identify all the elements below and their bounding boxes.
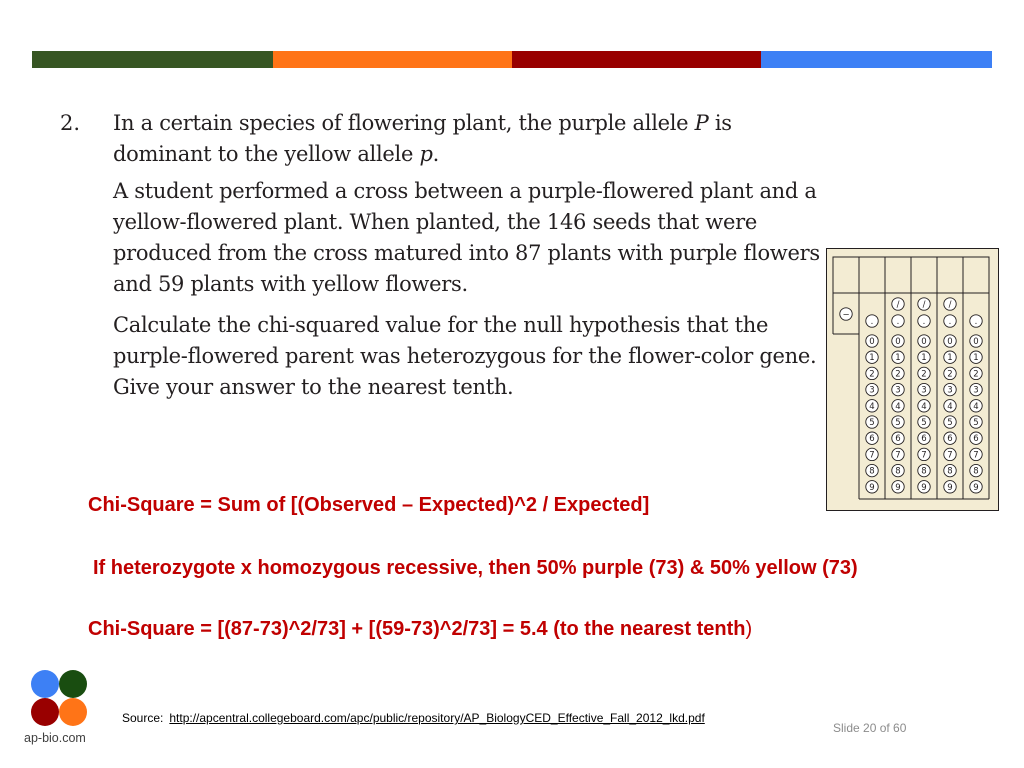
digit-bubble-label: 5 [947,418,953,428]
digit-bubble-label: 2 [921,369,927,380]
digit-bubble-label: 4 [921,401,927,412]
question-paragraph-2: A student performed a cross between a purple-flowered plant and a yellow-flowered plant. When planted, the 146 seeds that were produced from the cross matured into 87 plants with purple flowers and 59 plants with yellow flowers. [113,179,820,296]
bar-segment-red [512,51,761,68]
digit-bubble-label: 3 [947,385,953,396]
question-paragraph-1: In a certain species of flowering plant, the purple allele P is dominant to the yellow allele p. [113,111,732,166]
digit-bubble-label: 5 [869,418,875,428]
digit-bubble-label: 3 [869,385,875,396]
question-body [113,108,833,409]
digit-bubble-label: 9 [869,482,875,493]
digit-bubble-label: 8 [947,466,953,477]
source-citation [122,711,705,725]
decimal-bubble-label: . [974,317,978,327]
digit-bubble-label: 1 [973,353,979,364]
source-label: Source: [122,711,164,725]
digit-bubble-label: 7 [973,450,979,461]
slash-bubble-label: / [922,300,926,310]
logo-dot-green [59,670,87,698]
digit-bubble-label: 2 [973,369,979,380]
digit-bubble-label: 1 [895,353,901,364]
digit-bubble-label: 6 [895,434,901,445]
digit-bubble-label: 5 [973,418,979,428]
digit-bubble-label: 4 [895,401,901,412]
digit-bubble-label: 9 [973,482,979,493]
top-color-bar [32,51,992,68]
chi-square-formula: Chi-Square = Sum of [(Observed – Expected)^2 / Expected] [88,494,650,516]
digit-bubble-label: 8 [869,466,875,477]
digit-bubble-label: 4 [973,401,979,412]
answer-grid-drawing [827,249,997,509]
bar-segment-orange [273,51,512,68]
digit-bubble-label: 3 [973,385,979,396]
logo-dot-orange [59,698,87,726]
logo-text: ap-bio.com [24,731,86,745]
digit-bubble-label: 0 [921,337,927,347]
slide-number: Slide 20 of 60 [833,721,907,735]
digit-bubble-label: 5 [895,418,901,428]
digit-bubble-label: 9 [947,482,953,493]
logo-dot-blue [31,670,59,698]
digit-bubble-label: 0 [869,337,875,347]
slash-bubble-label: / [948,300,952,310]
decimal-bubble-label: . [896,317,900,327]
digit-bubble-label: 3 [895,385,901,396]
digit-bubble-label: 7 [895,450,901,461]
digit-bubble-label: 7 [947,450,953,461]
chi-square-calculation: Chi-Square = [(87-73)^2/73] + [(59-73)^2/73] = 5.4 (to the nearest tenth) [88,618,753,640]
digit-bubble-label: 6 [973,434,979,445]
logo-dot-red [31,698,59,726]
digit-bubble-label: 5 [921,418,927,428]
dominant-allele: P [694,111,709,135]
minus-bubble-label: − [842,310,850,320]
decimal-bubble-label: . [922,317,926,327]
bar-segment-green [32,51,273,68]
digit-bubble-label: 8 [921,466,927,477]
decimal-bubble-label: . [870,317,874,327]
digit-bubble-label: 2 [869,369,875,380]
digit-bubble-label: 7 [869,450,875,461]
digit-bubble-label: 0 [947,337,953,347]
digit-bubble-label: 6 [921,434,927,445]
slash-bubble-label: / [896,300,900,310]
question-paragraph-3: Calculate the chi-squared value for the null hypothesis that the purple-flowered parent was heterozygous for the flower-color gene. Give your answer to the nearest tenth. [113,313,817,399]
digit-bubble-label: 1 [947,353,953,364]
digit-bubble-label: 2 [947,369,953,380]
expected-values-statement: If heterozygote x homozygous recessive, then 50% purple (73) & 50% yellow (73) [93,557,858,579]
recessive-allele: p [419,142,433,166]
digit-bubble-label: 0 [895,337,901,347]
ap-bio-logo [28,670,90,728]
digit-bubble-label: 6 [947,434,953,445]
digit-bubble-label: 2 [895,369,901,380]
digit-bubble-label: 8 [895,466,901,477]
digit-bubble-label: 1 [921,353,927,364]
decimal-bubble-label: . [948,317,952,327]
digit-bubble-label: 0 [973,337,979,347]
digit-bubble-label: 3 [921,385,927,396]
digit-bubble-label: 7 [921,450,927,461]
digit-bubble-label: 1 [869,353,875,364]
answer-grid [826,248,999,511]
digit-bubble-label: 9 [921,482,927,493]
digit-bubble-label: 4 [947,401,953,412]
digit-bubble-label: 9 [895,482,901,493]
digit-bubble-label: 6 [869,434,875,445]
digit-bubble-label: 8 [973,466,979,477]
source-link[interactable]: http://apcentral.collegeboard.com/apc/public/repository/AP_BiologyCED_Effective_Fall_2012_lkd.pdf [169,711,705,725]
question-number: 2. [60,111,81,135]
bar-segment-blue [761,51,992,68]
digit-bubble-label: 4 [869,401,875,412]
